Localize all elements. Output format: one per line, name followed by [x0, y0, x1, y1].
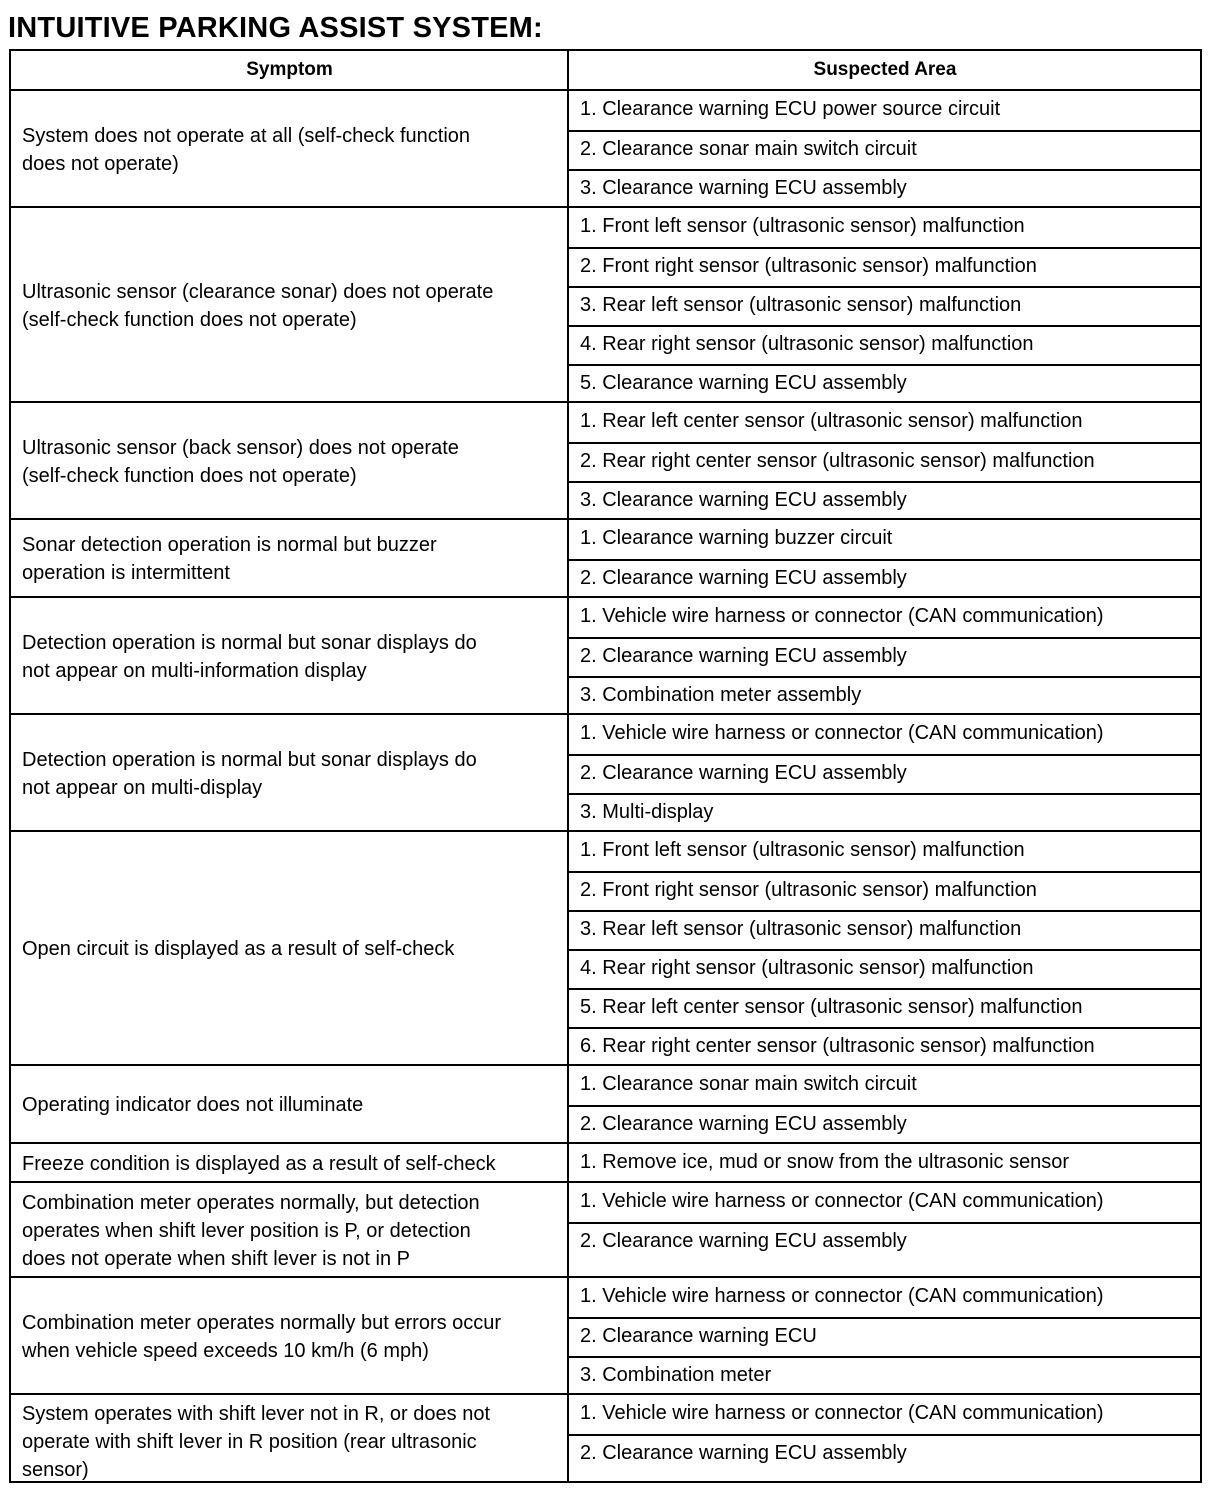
- suspected-area-cell: [569, 1066, 1202, 1144]
- table-row-group: [11, 1181, 1200, 1278]
- suspected-area-item: 1. Clearance warning ECU power source circuit: [580, 98, 1001, 120]
- suspected-area-cell: [569, 520, 1202, 598]
- column-divider: [567, 51, 569, 1481]
- symptom-cell: [11, 1066, 567, 1144]
- suspected-area-cell: [569, 91, 1202, 208]
- symptom-cell: [11, 1183, 567, 1278]
- suspected-area-item: 1. Clearance sonar main switch circuit: [580, 1073, 917, 1095]
- table-row-group: [11, 518, 1200, 598]
- suspected-area-item: 1. Vehicle wire harness or connector (CAN communication): [580, 605, 1104, 627]
- suspected-area-cell: [569, 1144, 1202, 1183]
- suspected-area-item: 2. Rear right center sensor (ultrasonic sensor) malfunction: [569, 442, 1202, 481]
- suspected-area-item: 3. Clearance warning ECU assembly: [569, 169, 1202, 208]
- suspected-area-item: 1. Clearance warning buzzer circuit: [580, 527, 893, 549]
- suspected-area-item: 2. Clearance warning ECU assembly: [569, 559, 1202, 598]
- symptom-text: Sonar detection operation is normal but buzzer operation is intermittent: [22, 534, 437, 584]
- table-row-group: [11, 1064, 1200, 1144]
- suspected-area-item: 3. Multi-display: [569, 793, 1202, 832]
- table-row-group: [11, 713, 1200, 832]
- suspected-area-cell: [569, 1395, 1202, 1489]
- suspected-area-item: 1. Vehicle wire harness or connector (CAN communication): [580, 722, 1104, 744]
- suspected-area-cell: [569, 715, 1202, 832]
- suspected-area-item: 2. Front right sensor (ultrasonic sensor) malfunction: [569, 247, 1202, 286]
- suspected-area-item: 3. Combination meter assembly: [569, 676, 1202, 715]
- troubleshooting-table: [9, 49, 1202, 1483]
- suspected-area-item: 2. Clearance warning ECU assembly: [569, 1222, 1202, 1278]
- symptom-cell: [11, 832, 567, 1066]
- table-row-group: [11, 401, 1200, 520]
- suspected-area-cell: [569, 403, 1202, 520]
- symptom-cell: [11, 520, 567, 598]
- suspected-area-item: 2. Clearance sonar main switch circuit: [569, 130, 1202, 169]
- symptom-text: Detection operation is normal but sonar displays do not appear on multi-display: [22, 748, 477, 799]
- symptom-text: Combination meter operates normally, but detection operates when shift lever position is P, or detection does not operate when shift lever is not in P: [22, 1191, 480, 1270]
- symptom-cell: [11, 403, 567, 520]
- suspected-area-item: 2. Clearance warning ECU assembly: [569, 1105, 1202, 1144]
- symptom-text: Ultrasonic sensor (back sensor) does not operate (self-check function does not operate): [22, 436, 459, 487]
- suspected-area-item: 3. Rear left sensor (ultrasonic sensor) malfunction: [569, 286, 1202, 325]
- symptom-text: System does not operate at all (self-check function does not operate): [22, 124, 471, 175]
- symptom-cell: [11, 1395, 567, 1489]
- suspected-area-item: 2. Clearance warning ECU assembly: [569, 637, 1202, 676]
- suspected-area-item: 1. Front left sensor (ultrasonic sensor) malfunction: [580, 215, 1025, 237]
- symptom-text: Combination meter operates normally but errors occur when vehicle speed exceeds 10 km/h (6 mph): [22, 1311, 502, 1362]
- suspected-area-item: 5. Rear left center sensor (ultrasonic sensor) malfunction: [569, 988, 1202, 1027]
- symptom-cell: [11, 715, 567, 832]
- symptom-cell: [11, 1278, 567, 1395]
- suspected-area-item: 1. Remove ice, mud or snow from the ultrasonic sensor: [580, 1151, 1070, 1173]
- table-row-group: [11, 830, 1200, 1066]
- symptom-text: Ultrasonic sensor (clearance sonar) does not operate (self-check function does not operate): [22, 280, 494, 331]
- table-row-group: [11, 596, 1200, 715]
- suspected-area-item: 1. Vehicle wire harness or connector (CAN communication): [580, 1402, 1104, 1424]
- table-row-group: [11, 1142, 1200, 1183]
- table-row-group: [11, 1276, 1200, 1395]
- symptom-text: Operating indicator does not illuminate: [22, 1094, 364, 1116]
- suspected-area-item: 1. Vehicle wire harness or connector (CAN communication): [580, 1285, 1104, 1307]
- suspected-area-cell: [569, 1183, 1202, 1278]
- suspected-area-item: 4. Rear right sensor (ultrasonic sensor) malfunction: [569, 949, 1202, 988]
- suspected-area-item: 6. Rear right center sensor (ultrasonic sensor) malfunction: [569, 1027, 1202, 1066]
- suspected-area-item: 2. Clearance warning ECU assembly: [569, 1434, 1202, 1489]
- table-row-group: [11, 206, 1200, 403]
- suspected-area-item: 3. Rear left sensor (ultrasonic sensor) malfunction: [569, 910, 1202, 949]
- table-row-group: [11, 91, 1200, 208]
- suspected-area-cell: [569, 208, 1202, 403]
- suspected-area-item: 5. Clearance warning ECU assembly: [569, 364, 1202, 403]
- symptom-text: Freeze condition is displayed as a result of self-check: [22, 1152, 496, 1175]
- header-symptom: Symptom: [246, 59, 333, 80]
- table-header-row: [11, 51, 1200, 91]
- document-title: INTUITIVE PARKING ASSIST SYSTEM:: [8, 12, 543, 44]
- header-suspected-area: Suspected Area: [813, 59, 957, 80]
- suspected-area-item: 1. Vehicle wire harness or connector (CAN communication): [580, 1190, 1104, 1212]
- suspected-area-item: 3. Combination meter: [569, 1356, 1202, 1395]
- symptom-text: System operates with shift lever not in R, or does not operate with shift lever in R position (rear ultrasonic sensor): [22, 1403, 490, 1481]
- symptom-text: Detection operation is normal but sonar displays do not appear on multi-information display: [22, 631, 477, 682]
- symptom-cell: [11, 598, 567, 715]
- symptom-cell: [11, 208, 567, 403]
- suspected-area-cell: [569, 832, 1202, 1066]
- symptom-text: Open circuit is displayed as a result of self-check: [22, 938, 455, 960]
- suspected-area-item: 2. Clearance warning ECU: [569, 1317, 1202, 1356]
- symptom-cell: [11, 91, 567, 208]
- suspected-area-cell: [569, 1278, 1202, 1395]
- table-row-group: [11, 1393, 1200, 1489]
- suspected-area-item: 1. Rear left center sensor (ultrasonic sensor) malfunction: [580, 410, 1083, 432]
- suspected-area-item: 2. Clearance warning ECU assembly: [569, 754, 1202, 793]
- suspected-area-cell: [569, 598, 1202, 715]
- suspected-area-item: 3. Clearance warning ECU assembly: [569, 481, 1202, 520]
- suspected-area-item: 4. Rear right sensor (ultrasonic sensor) malfunction: [569, 325, 1202, 364]
- symptom-cell: [11, 1144, 567, 1183]
- suspected-area-item: 1. Front left sensor (ultrasonic sensor) malfunction: [580, 839, 1025, 861]
- suspected-area-item: 2. Front right sensor (ultrasonic sensor) malfunction: [569, 871, 1202, 910]
